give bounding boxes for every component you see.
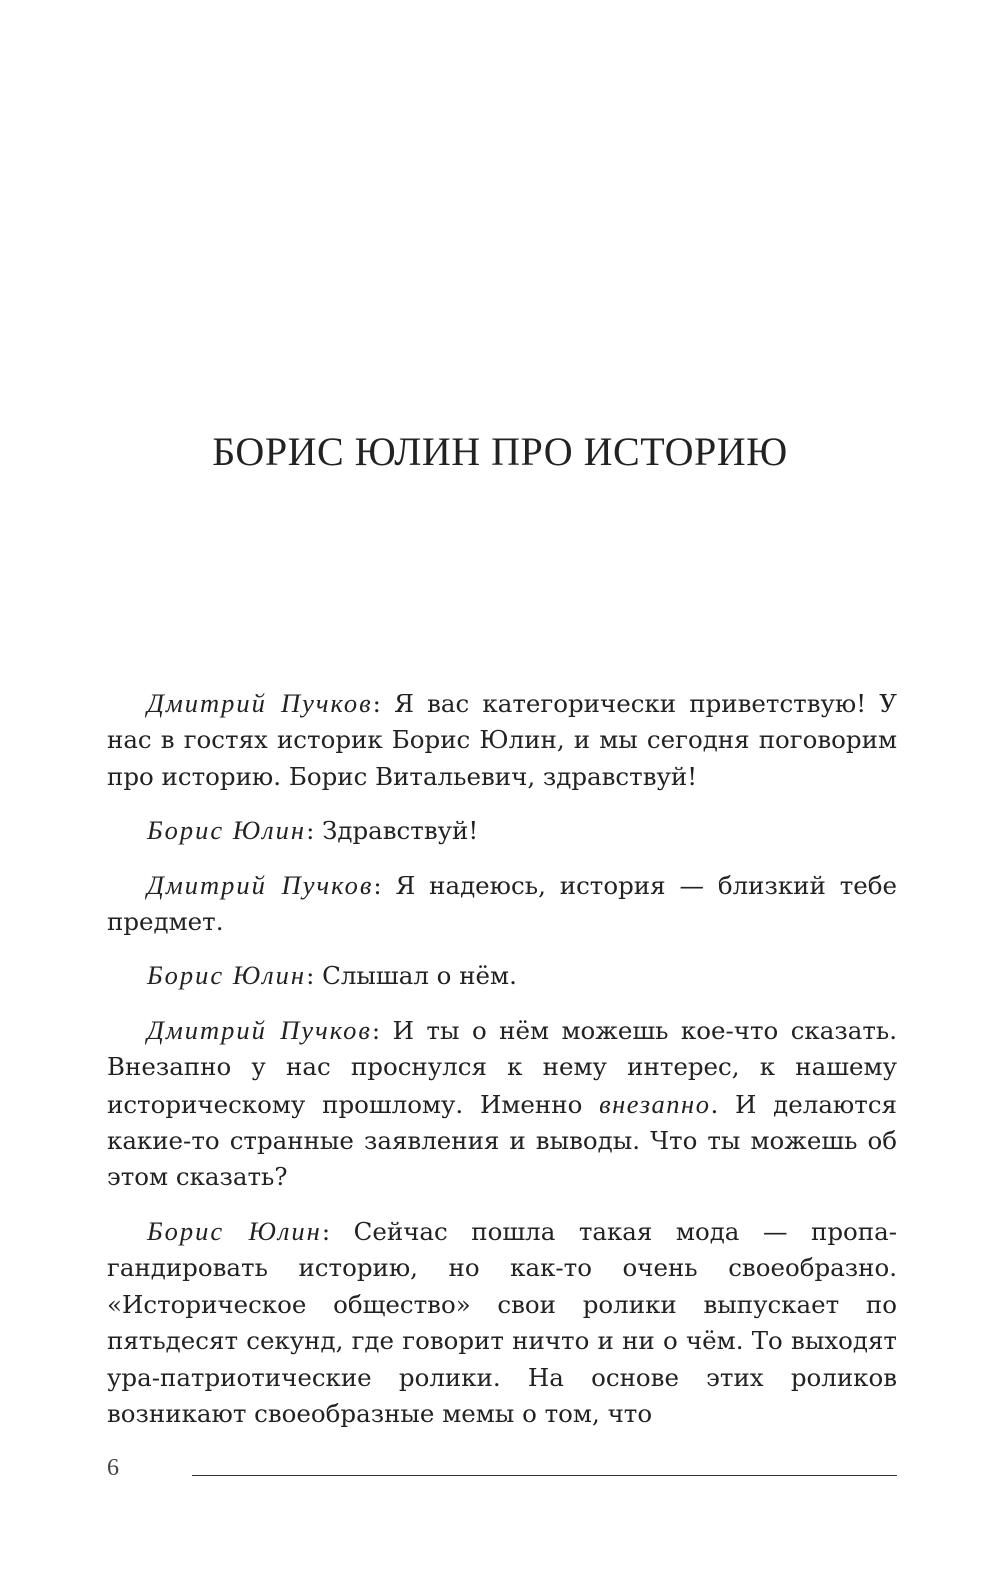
speaker-name: Борис Юлин [147,815,307,846]
paragraph [107,867,897,941]
paragraph [107,1213,897,1432]
paragraph-text: Здравствуй! [322,816,479,846]
paragraph-text: Слышал о нём. [322,961,517,991]
speaker-name: Борис Юлин [147,960,307,991]
speaker-name: Дмитрий Пучков [147,688,373,718]
speaker-name: Борис Юлин [147,1215,322,1246]
emphasized-word: внезапно [599,1088,711,1119]
page-number: 6 [107,1455,119,1481]
speaker-separator: : [321,1216,354,1246]
speaker-separator: : [306,961,323,991]
paragraph [107,812,897,849]
speaker-separator: : [373,870,396,900]
paragraph-text: И ты о нём можешь кое-что сказать. Внезапно у нас проснулся к нему интерес, к нашему историческому прошлому. Именно [107,1015,898,1119]
speaker-separator: : [306,816,323,846]
paragraph-text: . И делаются какие-то странные заявления и выводы. Что ты можешь об этом сказать? [107,1089,897,1192]
dialogue-text [107,685,897,1449]
paragraph-text: Я надеюсь, история — близкий тебе предмет. [107,870,898,937]
speaker-separator: : [371,1015,393,1045]
speaker-name: Дмитрий Пучков [147,1014,372,1045]
paragraph [107,685,897,795]
paragraph [107,957,897,994]
paragraph-text: Я вас категорически приветствую! У нас в гостях историк Борис Юлин, и мы сегодня поговорим про историю. Борис Витальевич, здравствуй! [107,689,898,791]
footer-rule [192,1475,897,1476]
paragraph-text: Сейчас пошла такая мода — пропагандировать историю, но как-то очень своеобразно. «Историческое общество» свои ролики выпускает по пятьдесят секунд, где говорит ничто и ни о чём. То выходят ура-патриотические ролики. На основе этих роликов возникают своеобразные мемы о том, что [107,1216,897,1428]
speaker-separator: : [372,689,395,718]
paragraph [107,1012,897,1196]
chapter-title: БОРИС ЮЛИН ПРО ИСТОРИЮ [212,429,788,474]
speaker-name: Дмитрий Пучков [147,869,374,900]
page-footer [107,1455,897,1485]
